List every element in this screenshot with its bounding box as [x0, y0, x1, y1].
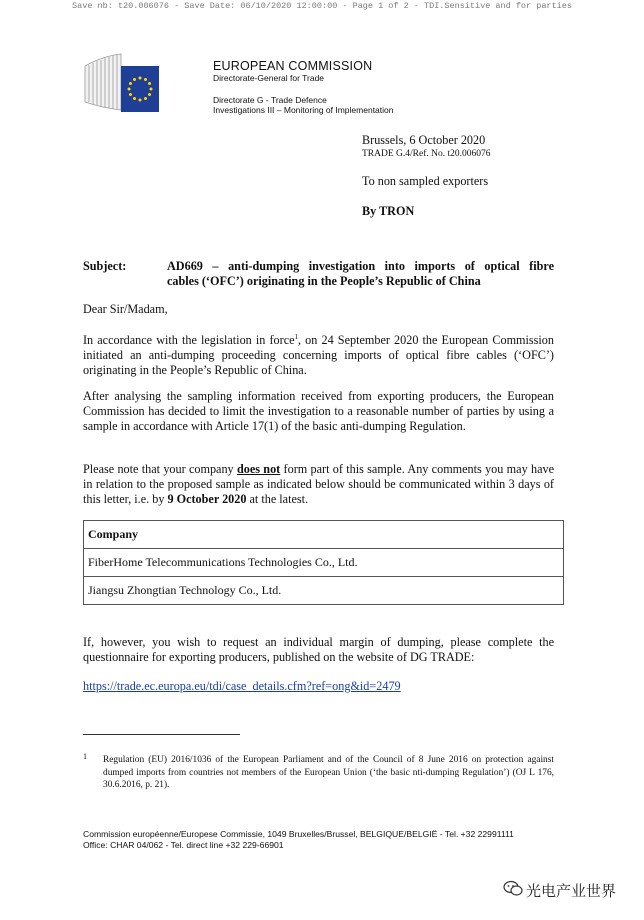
eu-star-icon: [129, 82, 132, 85]
european-commission-logo: [83, 52, 159, 114]
company-table: [83, 520, 564, 605]
watermark: [503, 880, 616, 901]
watermark-text: 光电产业世界: [526, 883, 617, 900]
eu-flag: [121, 66, 159, 112]
salutation: Dear Sir/Madam,: [83, 302, 168, 316]
org-name: EUROPEAN COMMISSION: [213, 59, 373, 73]
paragraph-4: If, however, you wish to request an individual margin of dumping, please complete the questionnaire for exporting producers, published on the website of DG TRADE:: [83, 635, 554, 664]
does-not-emphasis: does not: [236, 462, 281, 476]
subject-label: Subject:: [83, 259, 127, 273]
eu-star-icon: [128, 88, 131, 91]
eu-star-icon: [144, 97, 147, 100]
footnote-text: Regulation (EU) 2016/1036 of the European Parliament and of the Council of 8 June 2016 on protection against dumped imports from countries not members of the European Union (‘the basic nti-dumping Regulation’) (OJ L 176, 30.6.2016, p. 21).: [103, 755, 554, 790]
eu-star-icon: [144, 78, 147, 81]
document-header-strip: Save nb: t20.006076 - Save Date: 06/10/2020 12:00:00 - Page 1 of 2 - TDI.Sensitive and for parties: [72, 1, 572, 11]
eu-star-icon: [139, 77, 142, 80]
directorate-name: Directorate G - Trade Defence: [213, 95, 327, 105]
unit-name: Investigations III – Monitoring of Implementation: [213, 105, 394, 115]
footnote-number: 1: [83, 752, 87, 761]
dg-name: Directorate-General for Trade: [213, 73, 325, 83]
table-row: Jiangsu Zhongtian Technology Co., Ltd.: [84, 577, 564, 605]
table-row: FiberHome Telecommunications Technologies Co., Ltd.: [84, 549, 564, 577]
eu-star-icon: [150, 88, 153, 91]
footnote-ref: 1: [294, 333, 299, 341]
reference-number: TRADE G.4/Ref. No. t20.006076: [362, 149, 491, 159]
subject-line-1: AD669 – anti-dumping investigation into imports of optical fibre: [167, 259, 554, 273]
eu-star-icon: [133, 97, 136, 100]
paragraph-2: After analysing the sampling information received from exporting producers, the European Commission has decided to limit the investigation to a reasonable number of parties by using a sample in accordance with Article 17(1) of the basic anti-dumping Regulation.: [83, 389, 554, 433]
paragraph-3: Please note that your company does not form part of this sample. Any comments you may have in relation to the proposed sample as indicated below should be communicated within 3 days of this letter, i.e. by 9 October 2020 at the latest.: [83, 462, 554, 506]
eu-star-icon: [148, 93, 151, 96]
recipient: To non sampled exporters: [362, 174, 489, 188]
footer-office: Office: CHAR 04/062 - Tel. direct line +32 229-66901: [83, 840, 284, 850]
paragraph-1: In accordance with the legislation in force$^1$, on 24 September 2020 the European Commission initiated an anti-dumping proceeding concerning imports of optical fibre cables (‘OFC’) originating in the People’s Republic of China.: [83, 333, 554, 378]
footer-address: Commission européenne/Europese Commissie, 1049 Bruxelles/Brussel, BELGIQUE/BELGIË - Tel. +32 22991111: [83, 829, 514, 839]
footnote-divider: [83, 734, 240, 735]
eu-star-icon: [129, 93, 132, 96]
deadline-date: 9 October 2020: [167, 492, 247, 506]
questionnaire-link[interactable]: https://trade.ec.europa.eu/tdi/case_details.cfm?ref=ong&id=2479: [83, 679, 401, 693]
eu-star-icon: [139, 99, 142, 102]
place-date: Brussels, 6 October 2020: [362, 133, 486, 147]
wechat-icon: [503, 880, 523, 901]
table-header: Company: [84, 521, 564, 549]
eu-star-icon: [133, 78, 136, 81]
delivery-method: By TRON: [362, 204, 415, 218]
eu-star-icon: [148, 82, 151, 85]
subject-line-2: cables (‘OFC’) originating in the People’s Republic of China: [167, 274, 481, 288]
